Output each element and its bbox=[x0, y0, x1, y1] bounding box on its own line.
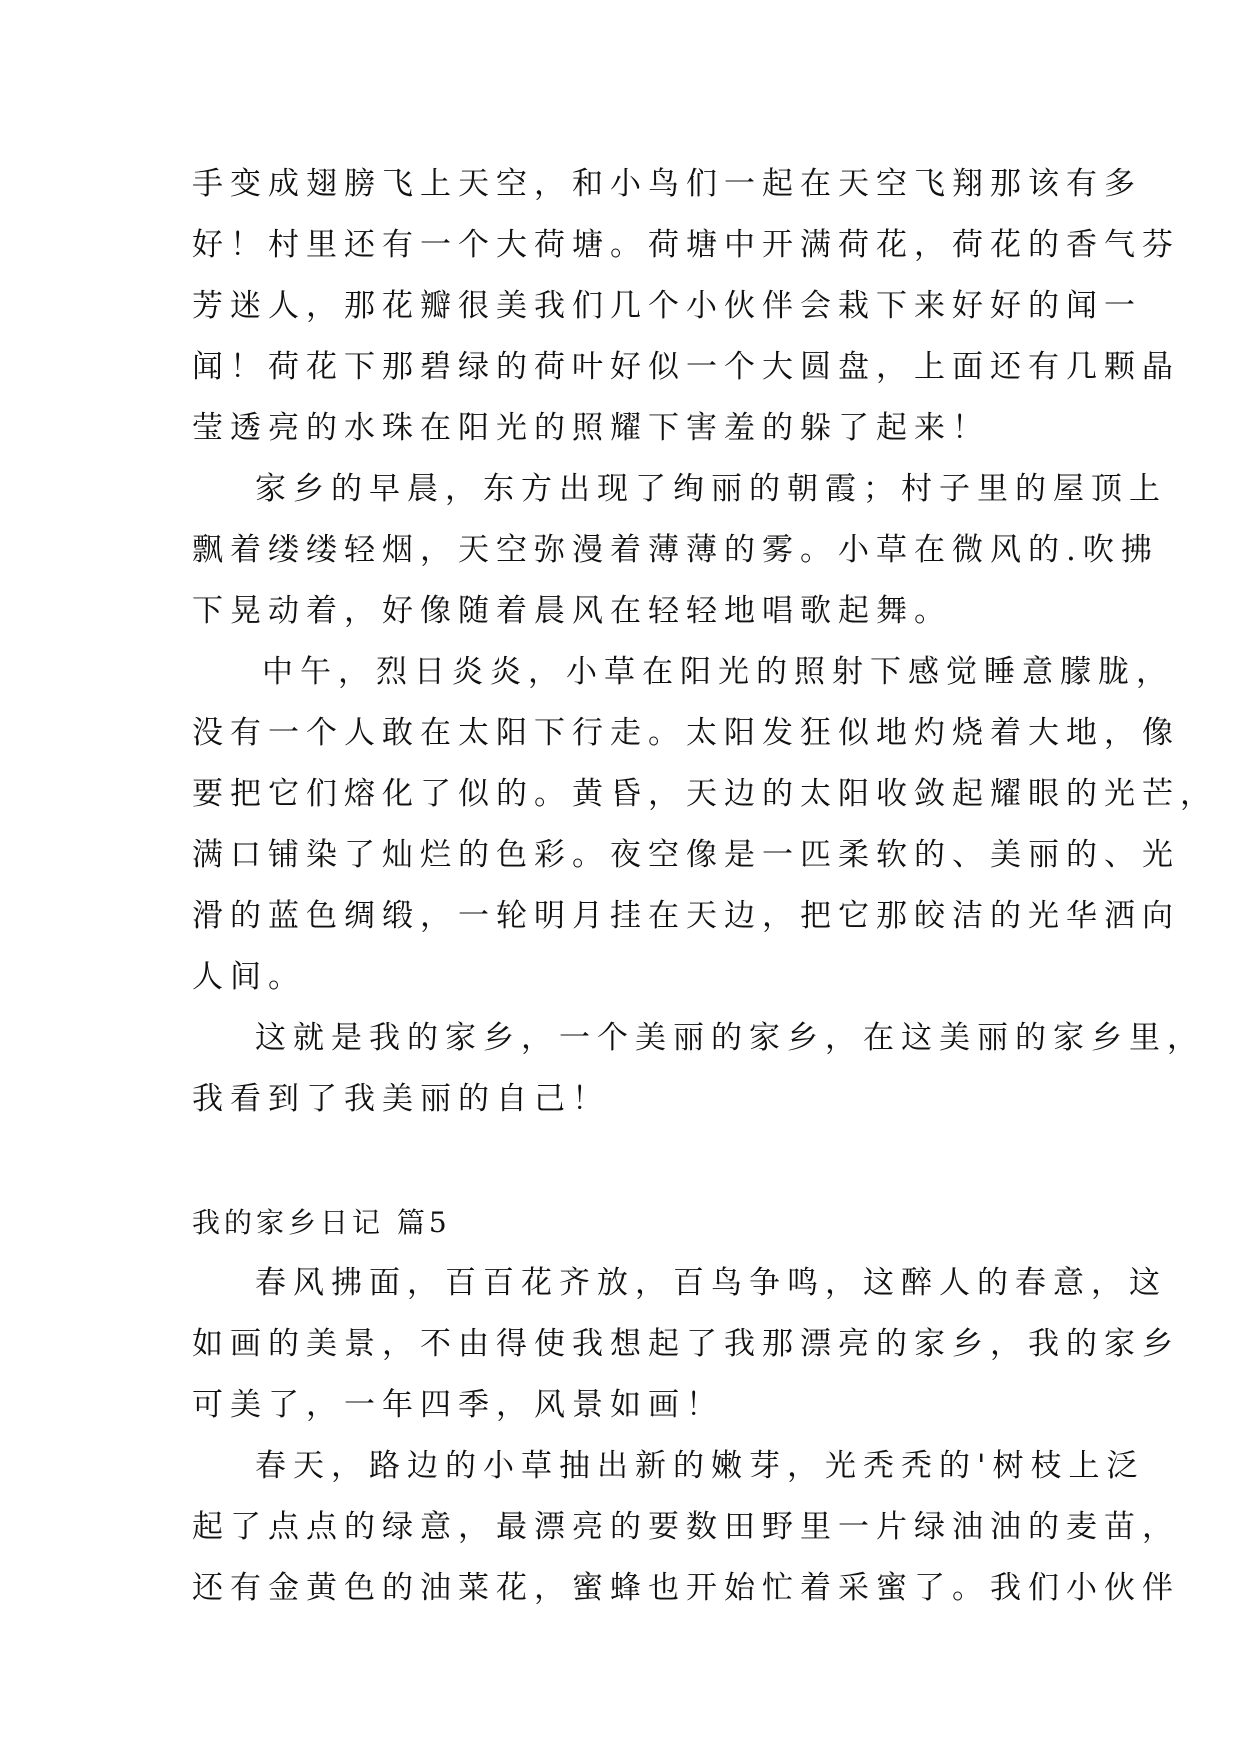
section-spacer bbox=[192, 1130, 1064, 1192]
document-body bbox=[192, 154, 1218, 1619]
text-line: 家乡的早晨，东方出现了绚丽的朝霞；村子里的屋顶上 bbox=[255, 471, 1167, 507]
section-heading: 我的家乡日记 篇5 bbox=[192, 1206, 451, 1239]
paragraph-spring bbox=[192, 1436, 1180, 1619]
text-line: 这就是我的家乡，一个美丽的家乡，在这美丽的家乡里， bbox=[255, 1020, 1205, 1056]
text-line: 还有金黄色的油菜花，蜜蜂也开始忙着采蜜了。我们小伙伴 bbox=[192, 1570, 1180, 1606]
paragraph-continuation bbox=[192, 154, 1180, 459]
text-line: 飘着缕缕轻烟，天空弥漫着薄薄的雾。小草在微风的.吹拂 bbox=[192, 532, 1159, 568]
text-line: 人间。 bbox=[192, 959, 306, 995]
text-line: 春天，路边的小草抽出新的嫩芽，光秃秃的'树枝上泛 bbox=[255, 1448, 1145, 1484]
paragraph-conclusion bbox=[192, 1008, 1205, 1130]
text-line: 我看到了我美丽的自己！ bbox=[192, 1081, 610, 1117]
paragraph-morning bbox=[192, 459, 1167, 642]
paragraph-spring-intro bbox=[192, 1253, 1180, 1436]
text-line: 满口铺染了灿烂的色彩。夜空像是一匹柔软的、美丽的、光 bbox=[192, 837, 1180, 873]
text-line: 要把它们熔化了似的。黄昏，天边的太阳收敛起耀眼的光芒， bbox=[192, 776, 1218, 812]
text-line: 如画的美景，不由得使我想起了我那漂亮的家乡，我的家乡 bbox=[192, 1326, 1180, 1362]
text-line: 好！村里还有一个大荷塘。荷塘中开满荷花，荷花的香气芬 bbox=[192, 227, 1180, 263]
text-line: 春风拂面，百百花齐放，百鸟争鸣，这醉人的春意，这 bbox=[255, 1265, 1167, 1301]
text-line: 莹透亮的水珠在阳光的照耀下害羞的躲了起来！ bbox=[192, 410, 990, 446]
text-line: 中午，烈日炎炎，小草在阳光的照射下感觉睡意朦胧， bbox=[262, 654, 1174, 690]
paragraph-noon bbox=[192, 642, 1218, 1008]
text-line: 可美了，一年四季，风景如画！ bbox=[192, 1387, 724, 1423]
text-line: 滑的蓝色绸缎，一轮明月挂在天边，把它那皎洁的光华洒向 bbox=[192, 898, 1180, 934]
text-line: 起了点点的绿意，最漂亮的要数田野里一片绿油油的麦苗， bbox=[192, 1509, 1180, 1545]
text-line: 闻！荷花下那碧绿的荷叶好似一个大圆盘，上面还有几颗晶 bbox=[192, 349, 1180, 385]
text-line: 没有一个人敢在太阳下行走。太阳发狂似地灼烧着大地，像 bbox=[192, 715, 1180, 751]
text-line: 芳迷人，那花瓣很美我们几个小伙伴会栽下来好好的闻一 bbox=[192, 288, 1142, 324]
text-line: 下晃动着，好像随着晨风在轻轻地唱歌起舞。 bbox=[192, 593, 952, 629]
text-line: 手变成翅膀飞上天空，和小鸟们一起在天空飞翔那该有多 bbox=[192, 166, 1142, 202]
